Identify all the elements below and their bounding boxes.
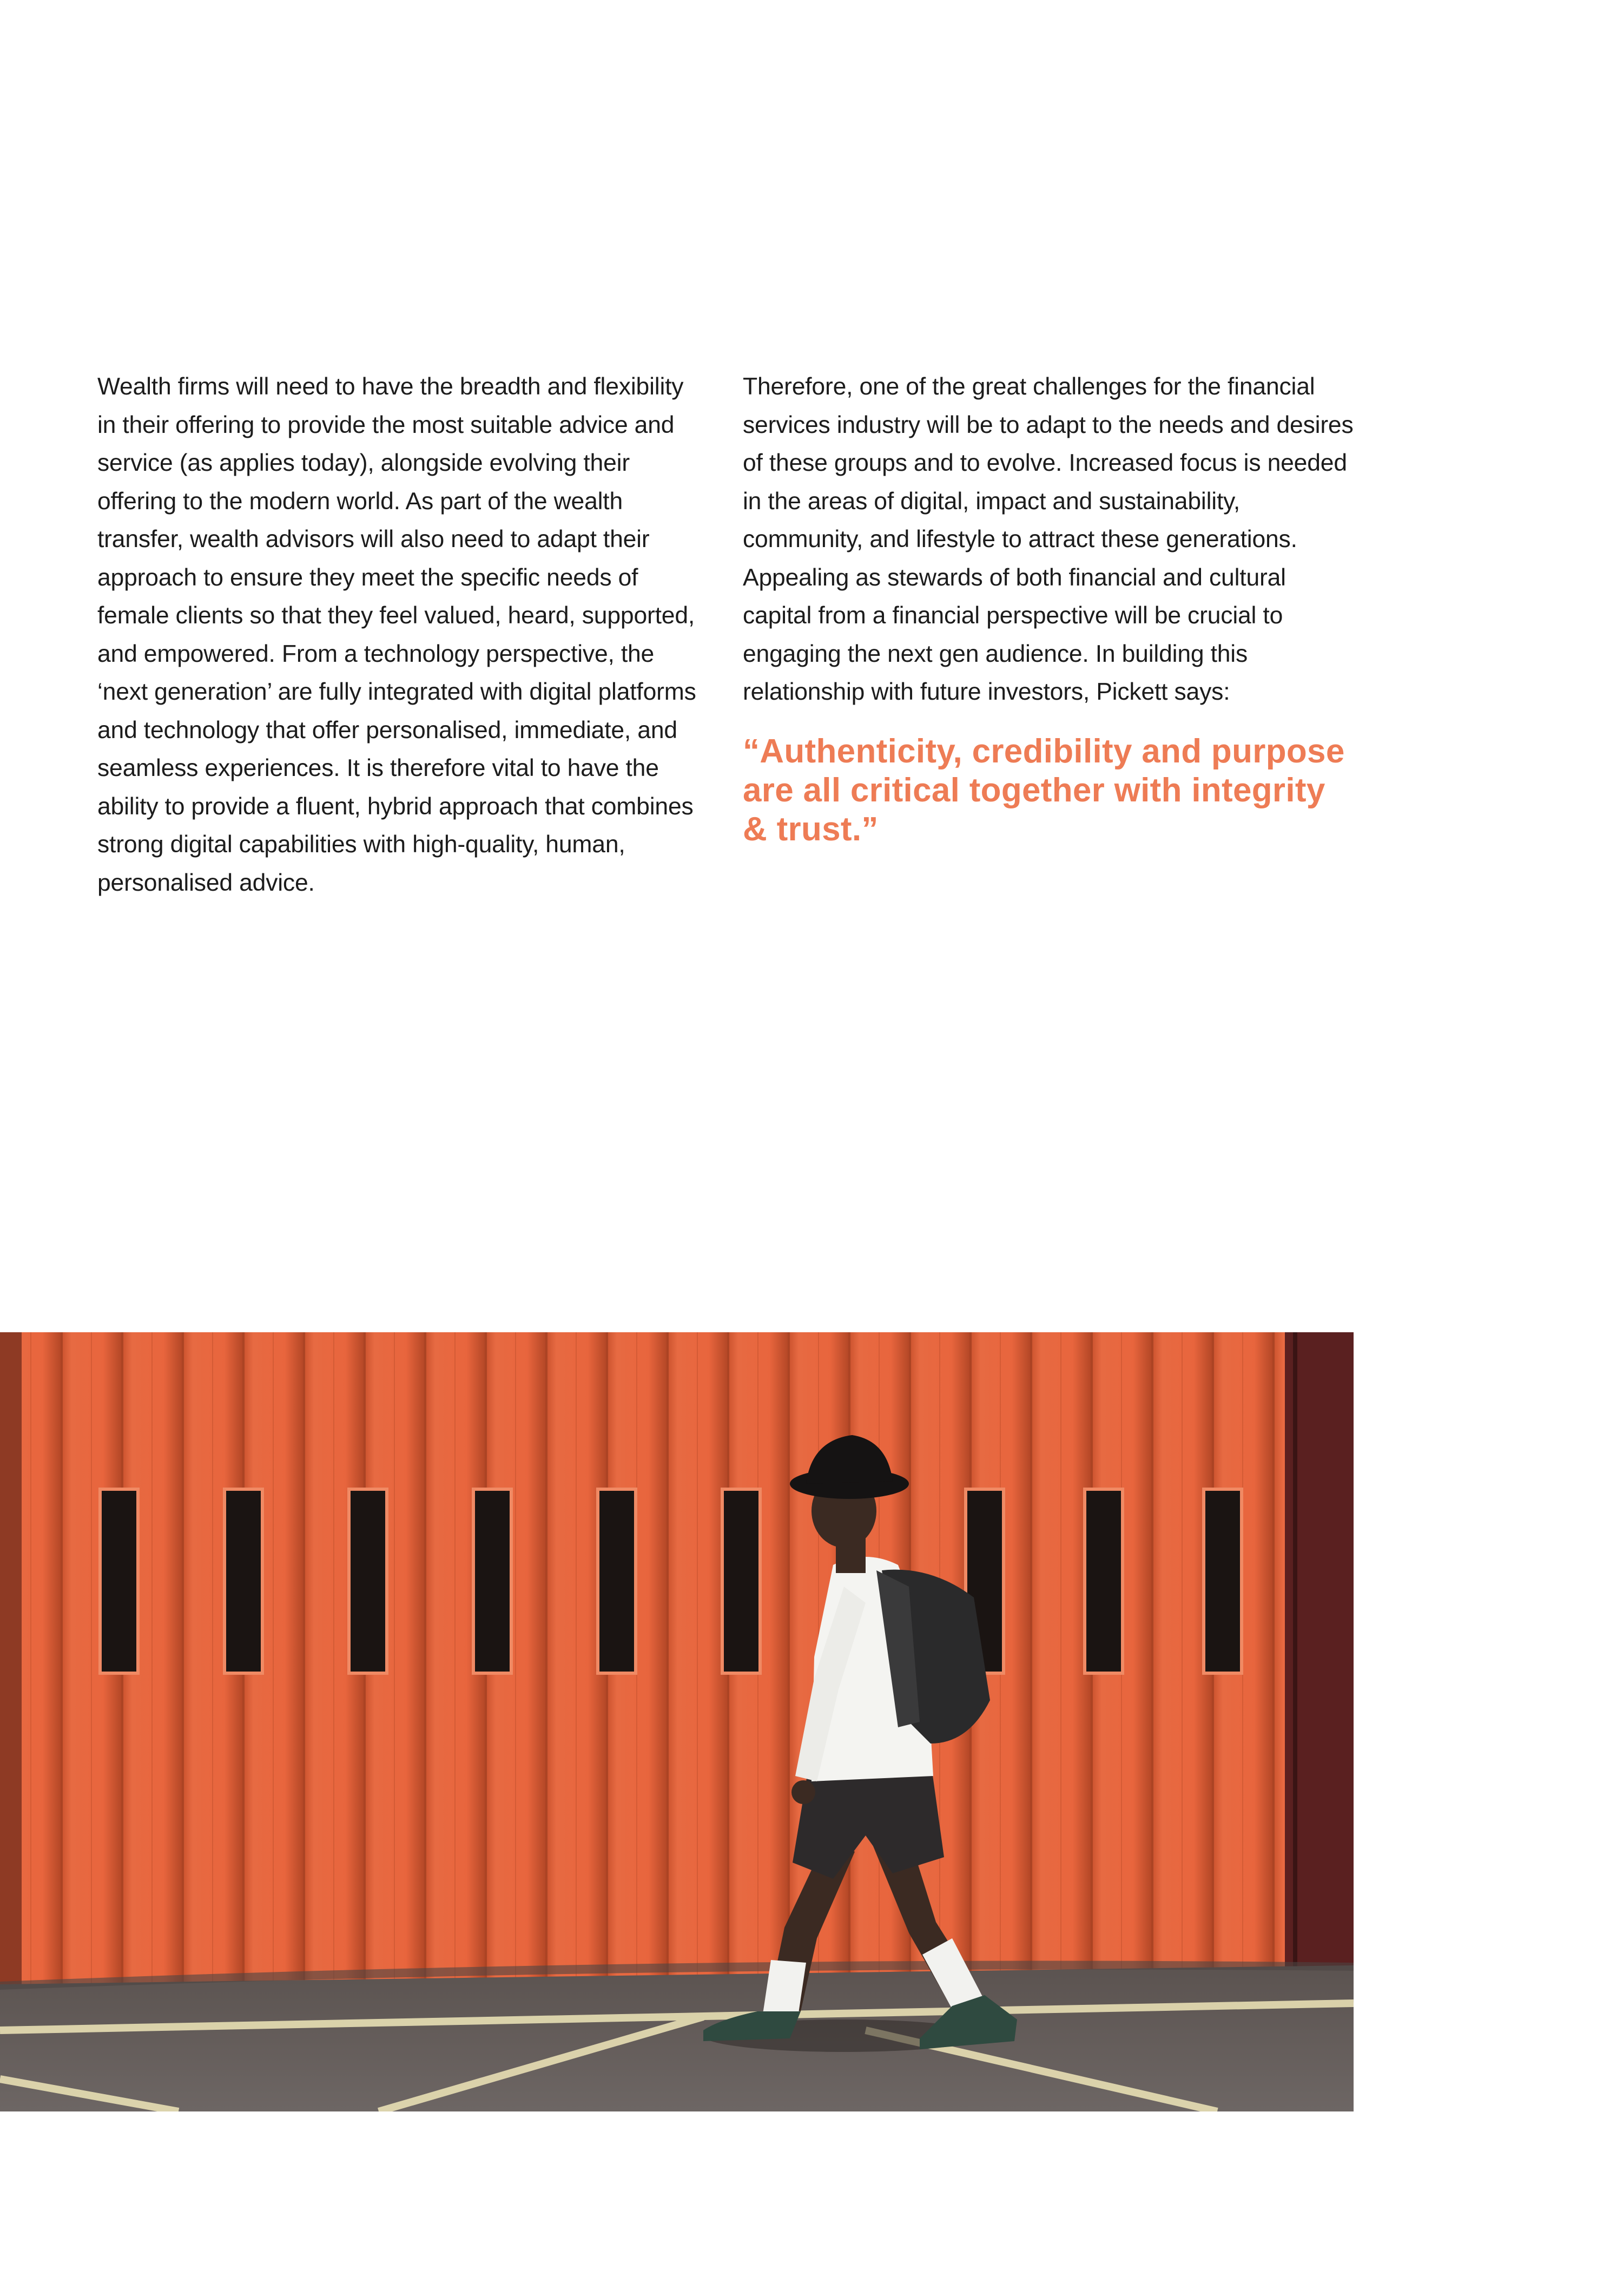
photo-man-walking-by-orange-doors <box>0 1332 1354 2111</box>
left-column <box>97 368 703 902</box>
body-paragraph-right: Therefore, one of the great challenges for the financial services industry will be to adapt to the needs and desires of these groups and to evolve. Increased focus is needed in the areas of digital, impact and sustainability, community, and lifestyle to attract these generations. Appealing as stewards of both financial and cultural capital from a financial perspective will be crucial to engaging the next gen audience. In building this relationship with future investors, Pickett says: <box>743 373 1354 705</box>
right-column <box>743 368 1354 849</box>
body-paragraph-left: Wealth firms will need to have the breadth and flexibility in their offering to provide the most suitable advice and service (as applies today), alongside evolving their offering to the modern world. As part of the wealth transfer, wealth advisors will also need to adapt their approach to ensure they meet the specific needs of female clients so that they feel valued, heard, supported, and empowered. From a technology perspective, the ‘next generation’ are fully integrated with digital platforms and technology that offer personalised, immediate, and seamless experiences. It is therefore vital to have the ability to provide a fluent, hybrid approach that combines strong digital capabilities with high-quality, human, personalised advice. <box>97 373 696 896</box>
pull-quote: “Authenticity, credibility and purpose are all critical together with integrity & trust.” <box>743 732 1345 848</box>
